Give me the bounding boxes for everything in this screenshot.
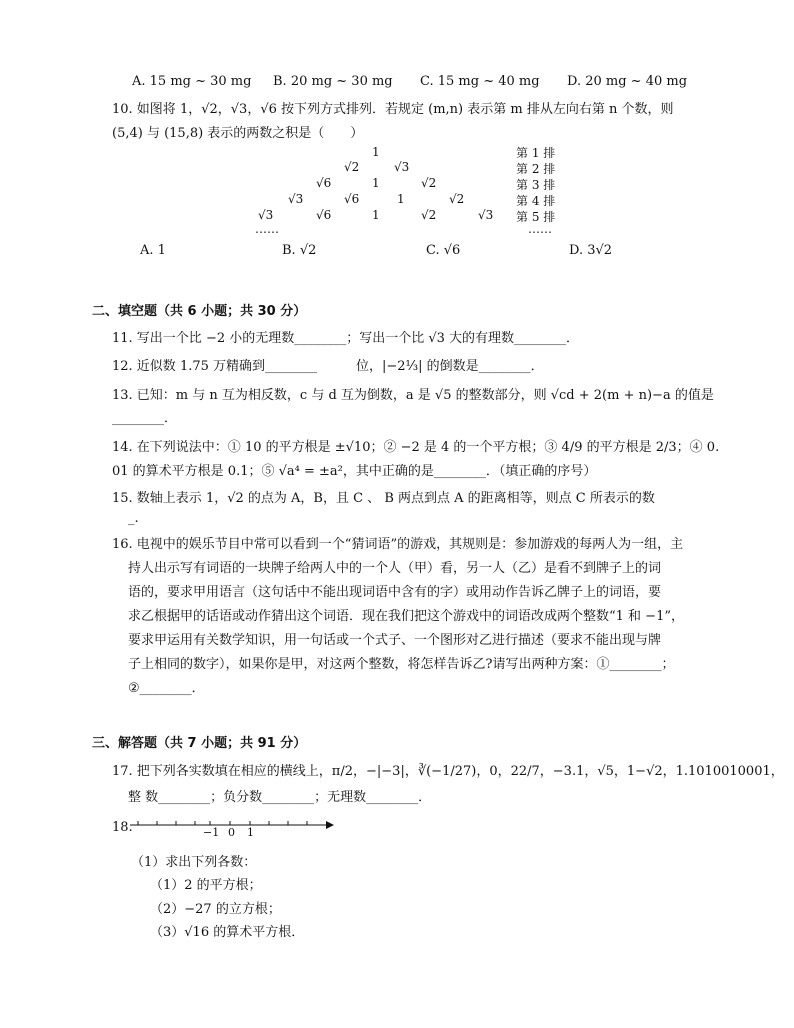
row5-item4: √2: [421, 208, 437, 222]
row4-item4: √2: [449, 192, 465, 206]
q10-option-d: D. 3√2: [569, 243, 613, 258]
row5-item2: √6: [316, 208, 332, 222]
row4-item1: √3: [288, 192, 304, 206]
q18-part1: （1）求出下列各数：: [131, 855, 257, 870]
row2-item2: √3: [394, 160, 410, 174]
q10-option-c: C. √6: [426, 243, 461, 258]
row4-item3: 1: [397, 192, 405, 206]
q16-line3: 语的，要求甲用语言（这句话中不能出现词语中含有的字）或用动作告诉乙牌子上的词语，要: [128, 585, 662, 600]
q17-line1: 17. 把下列各实数填在相应的横线上，π/2，−|−3|，∛(−1/27)，0，22/7，−3.1，√5，1−√2，1.1010010001，: [112, 764, 784, 779]
row5-item3: 1: [372, 208, 380, 222]
row2-item1: √2: [344, 160, 360, 174]
dots-right: ……: [528, 222, 552, 236]
q18-item2: （2）−27 的立方根；: [150, 902, 281, 917]
q18-item1: （1）2 的平方根；: [150, 878, 262, 893]
q10-option-a: A. 1: [140, 243, 166, 258]
q17-line2: 整 数________；负分数________；无理数________．: [128, 790, 432, 805]
row1-item1: 1: [372, 145, 380, 159]
q12: 12. 近似数 1.75 万精确到________ 位，|−2⅓| 的倒数是________．: [112, 359, 544, 374]
tick-1: 1: [247, 826, 254, 839]
q9-option-a: A. 15 mg ~ 30 mg: [132, 74, 252, 89]
row4-item2: √6: [344, 192, 360, 206]
q16-line5: 要求甲运用有关数学知识，用一句话或一个式子、一个图形对乙进行描述（要求不能出现与牌: [128, 633, 662, 648]
q9-option-d: D. 20 mg ~ 40 mg: [567, 74, 688, 89]
row3-item3: √2: [421, 176, 437, 190]
q10-option-b: B. √2: [282, 243, 317, 258]
q14-line1: 14. 在下列说法中：① 10 的平方根是 ±√10；② −2 是 4 的一个平方根；③ 4/9 的平方根是 2/3；④ 0.: [112, 440, 720, 455]
row3-item2: 1: [372, 176, 380, 190]
q9-option-c: C. 15 mg ~ 40 mg: [420, 74, 540, 89]
row5-item1: √3: [258, 208, 274, 222]
section3-heading: 三、解答题（共 7 小题；共 91 分）: [92, 736, 307, 751]
q15-line1: 15. 数轴上表示 1，√2 的点为 A，B，且 C 、 B 两点到点 A 的距离相等，则点 C 所表示的数: [112, 491, 655, 506]
row1-label: 第 1 排: [516, 146, 556, 160]
q16-line4: 求乙根据甲的话语或动作猜出这个词语．现在我们把这个游戏中的词语改成两个整数“1 和 −1”，: [128, 609, 684, 624]
row4-label: 第 4 排: [516, 194, 556, 208]
row5-item5: √3: [478, 208, 494, 222]
q16-line6: 子上相同的数字），如果你是甲，对这两个整数，将怎样告诉乙?请写出两种方案：①________；: [128, 657, 675, 672]
q14-line2: 01 的算术平方根是 0.1；⑤ √a⁴ = ±a²，其中正确的是________．（填正确的序号）: [112, 464, 597, 479]
q10-stem-line2: (5,4) 与 (15,8) 表示的两数之积是（ ）: [112, 126, 364, 141]
row2-label: 第 2 排: [516, 162, 556, 176]
q9-option-b: B. 20 mg ~ 30 mg: [273, 74, 393, 89]
q13-line1: 13. 已知：m 与 n 互为相反数，c 与 d 互为倒数，a 是 √5 的整数部分，则 √cd + 2(m + n)−a 的值是: [112, 388, 714, 403]
row3-label: 第 3 排: [516, 178, 556, 192]
row5-label: 第 5 排: [516, 210, 556, 224]
tick-minus1: −1: [203, 826, 220, 839]
q18-label: 18.: [112, 820, 133, 835]
q11: 11. 写出一个比 −2 小的无理数________；写出一个比 √3 大的有理数________．: [112, 331, 580, 346]
q16-line7: ②________．: [128, 681, 205, 696]
q16-line2: 持人出示写有词语的一块牌子给两人中的一个人（甲）看，另一人（乙）是看不到牌子上的词: [128, 561, 662, 576]
dots-left: ……: [255, 222, 279, 236]
q13-line2: ________．: [112, 411, 178, 426]
row3-item1: √6: [316, 176, 332, 190]
tick-0: 0: [228, 826, 235, 839]
q15-line2: _.: [128, 511, 139, 526]
q16-line1: 16. 电视中的娱乐节目中常可以看到一个“猜词语”的游戏，其规则是：参加游戏的每两人为一组，主: [112, 537, 684, 552]
section2-heading: 二、填空题（共 6 小题；共 30 分）: [92, 304, 307, 319]
q18-item3: （3）√16 的算术平方根．: [150, 925, 305, 940]
q10-stem-line1: 10. 如图将 1，√2，√3，√6 按下列方式排列．若规定 (m,n) 表示第 m 排从左向右第 n 个数，则: [112, 102, 674, 117]
